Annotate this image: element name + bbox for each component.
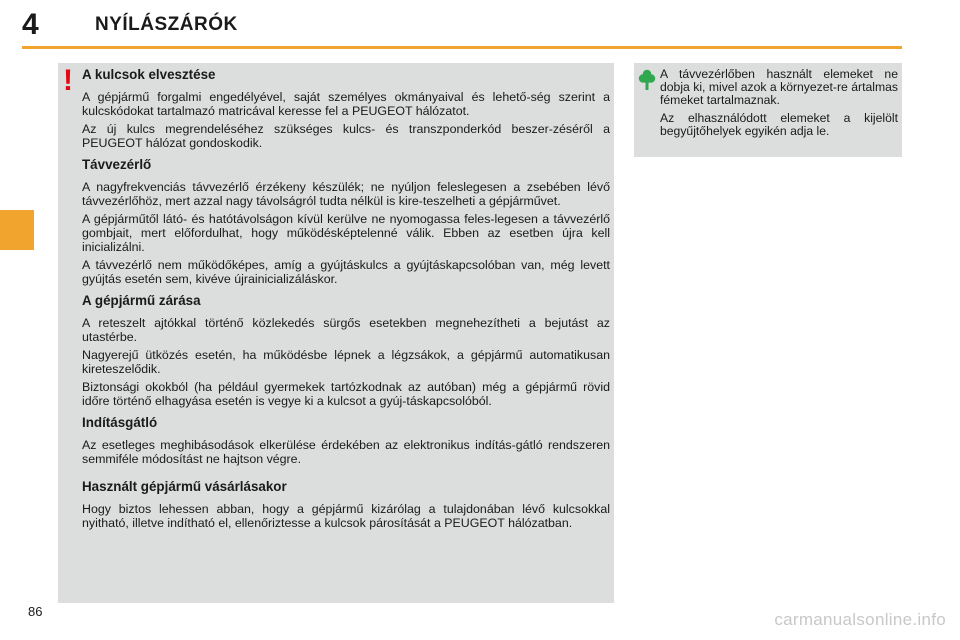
section-paragraph: Hogy biztos lehessen abban, hogy a gépjármű kizárólag a tulajdonában lévő kulcsokkal nyitható, illetve indítható el, ellenőriztesse a kulcsok párosítását a PEUGEOT hálózatban.	[82, 502, 610, 530]
watermark: carmanualsonline.info	[774, 610, 946, 629]
section-paragraph: Az új kulcs megrendeléséhez szükséges kulcs- és transzponderkód beszer-zéséről a PEUGEOT hálózat gondoskodik.	[82, 122, 610, 150]
section-immobiliser	[82, 416, 610, 466]
chapter-title: NYÍLÁSZÁRÓK	[95, 14, 238, 35]
section-paragraph: Biztonsági okokból (ha például gyermekek tartózkodnak az autóban) még a gépjármű rövid időre történő elhagyása esetén is vegye ki a kulcsot a gyúj-táskapcsolóból.	[82, 380, 610, 408]
section-paragraph: A reteszelt ajtókkal történő közlekedés sürgős esetekben megnehezítheti a bejutást az utastérbe.	[82, 316, 610, 344]
header-divider	[22, 46, 902, 49]
eco-paragraph: Az elhasználódott elemeket a kijelölt begyűjtőhelyek egyikén adja le.	[660, 110, 898, 138]
section-paragraph: Nagyerejű ütközés esetén, ha működésbe lépnek a légzsákok, a gépjármű automatikusan kireteszelődik.	[82, 348, 610, 376]
chapter-side-tab	[0, 210, 34, 250]
section-paragraph: A távvezérlő nem működőképes, amíg a gyújtáskulcs a gyújtáskapcsolóban van, még levett gyújtás esetén sem, kivéve újrainicializáláskor.	[82, 258, 610, 286]
section-lost-keys	[82, 68, 610, 150]
section-used-vehicle	[82, 480, 610, 530]
section-paragraph: Az esetleges meghibásodások elkerülése érdekében az elektronikus indítás-gátló rendszeren semmiféle módosítást ne hajtson végre.	[82, 438, 610, 466]
section-heading: A kulcsok elvesztése	[82, 67, 216, 82]
tree-icon	[638, 69, 656, 91]
eco-box-text	[660, 68, 898, 142]
section-vehicle-locking	[82, 294, 610, 408]
section-heading: Indításgátló	[82, 415, 158, 430]
section-heading: A gépjármű zárása	[82, 293, 201, 308]
eco-paragraph: A távvezérlőben használt elemeket ne dobja ki, mivel azok a környezet-re ártalmas fémeket tartalmaznak.	[660, 67, 898, 108]
chapter-number: 4	[22, 8, 39, 41]
section-paragraph: A gépjárműtől látó- és hatótávolságon kívül kerülve ne nyomogassa feles-legesen a távvezérlő gombjait, mert előfordulhat, hogy működésképtelenné válik. Ebben az esetben újra kell inicializálni.	[82, 212, 610, 254]
warning-box-content	[82, 64, 610, 538]
section-paragraph: A gépjármű forgalmi engedélyével, saját személyes okmányaival és lehető-ség szerint a kulcskódokat tartalmazó matricával keresse fel a PEUGEOT hálózatot.	[82, 90, 610, 118]
section-heading: Használt gépjármű vásárlásakor	[82, 479, 287, 494]
exclamation-icon: !	[63, 64, 73, 97]
section-paragraph: A nagyfrekvenciás távvezérlő érzékeny készülék; ne nyúljon feleslegesen a zsebében lévő távvezérlőhöz, mert azzal nagy távolságról tudta nélkül is kire-teszelheti a gépjárművet.	[82, 180, 610, 208]
section-remote-control	[82, 158, 610, 286]
page-number: 86	[28, 604, 43, 619]
section-heading: Távvezérlő	[82, 157, 152, 172]
